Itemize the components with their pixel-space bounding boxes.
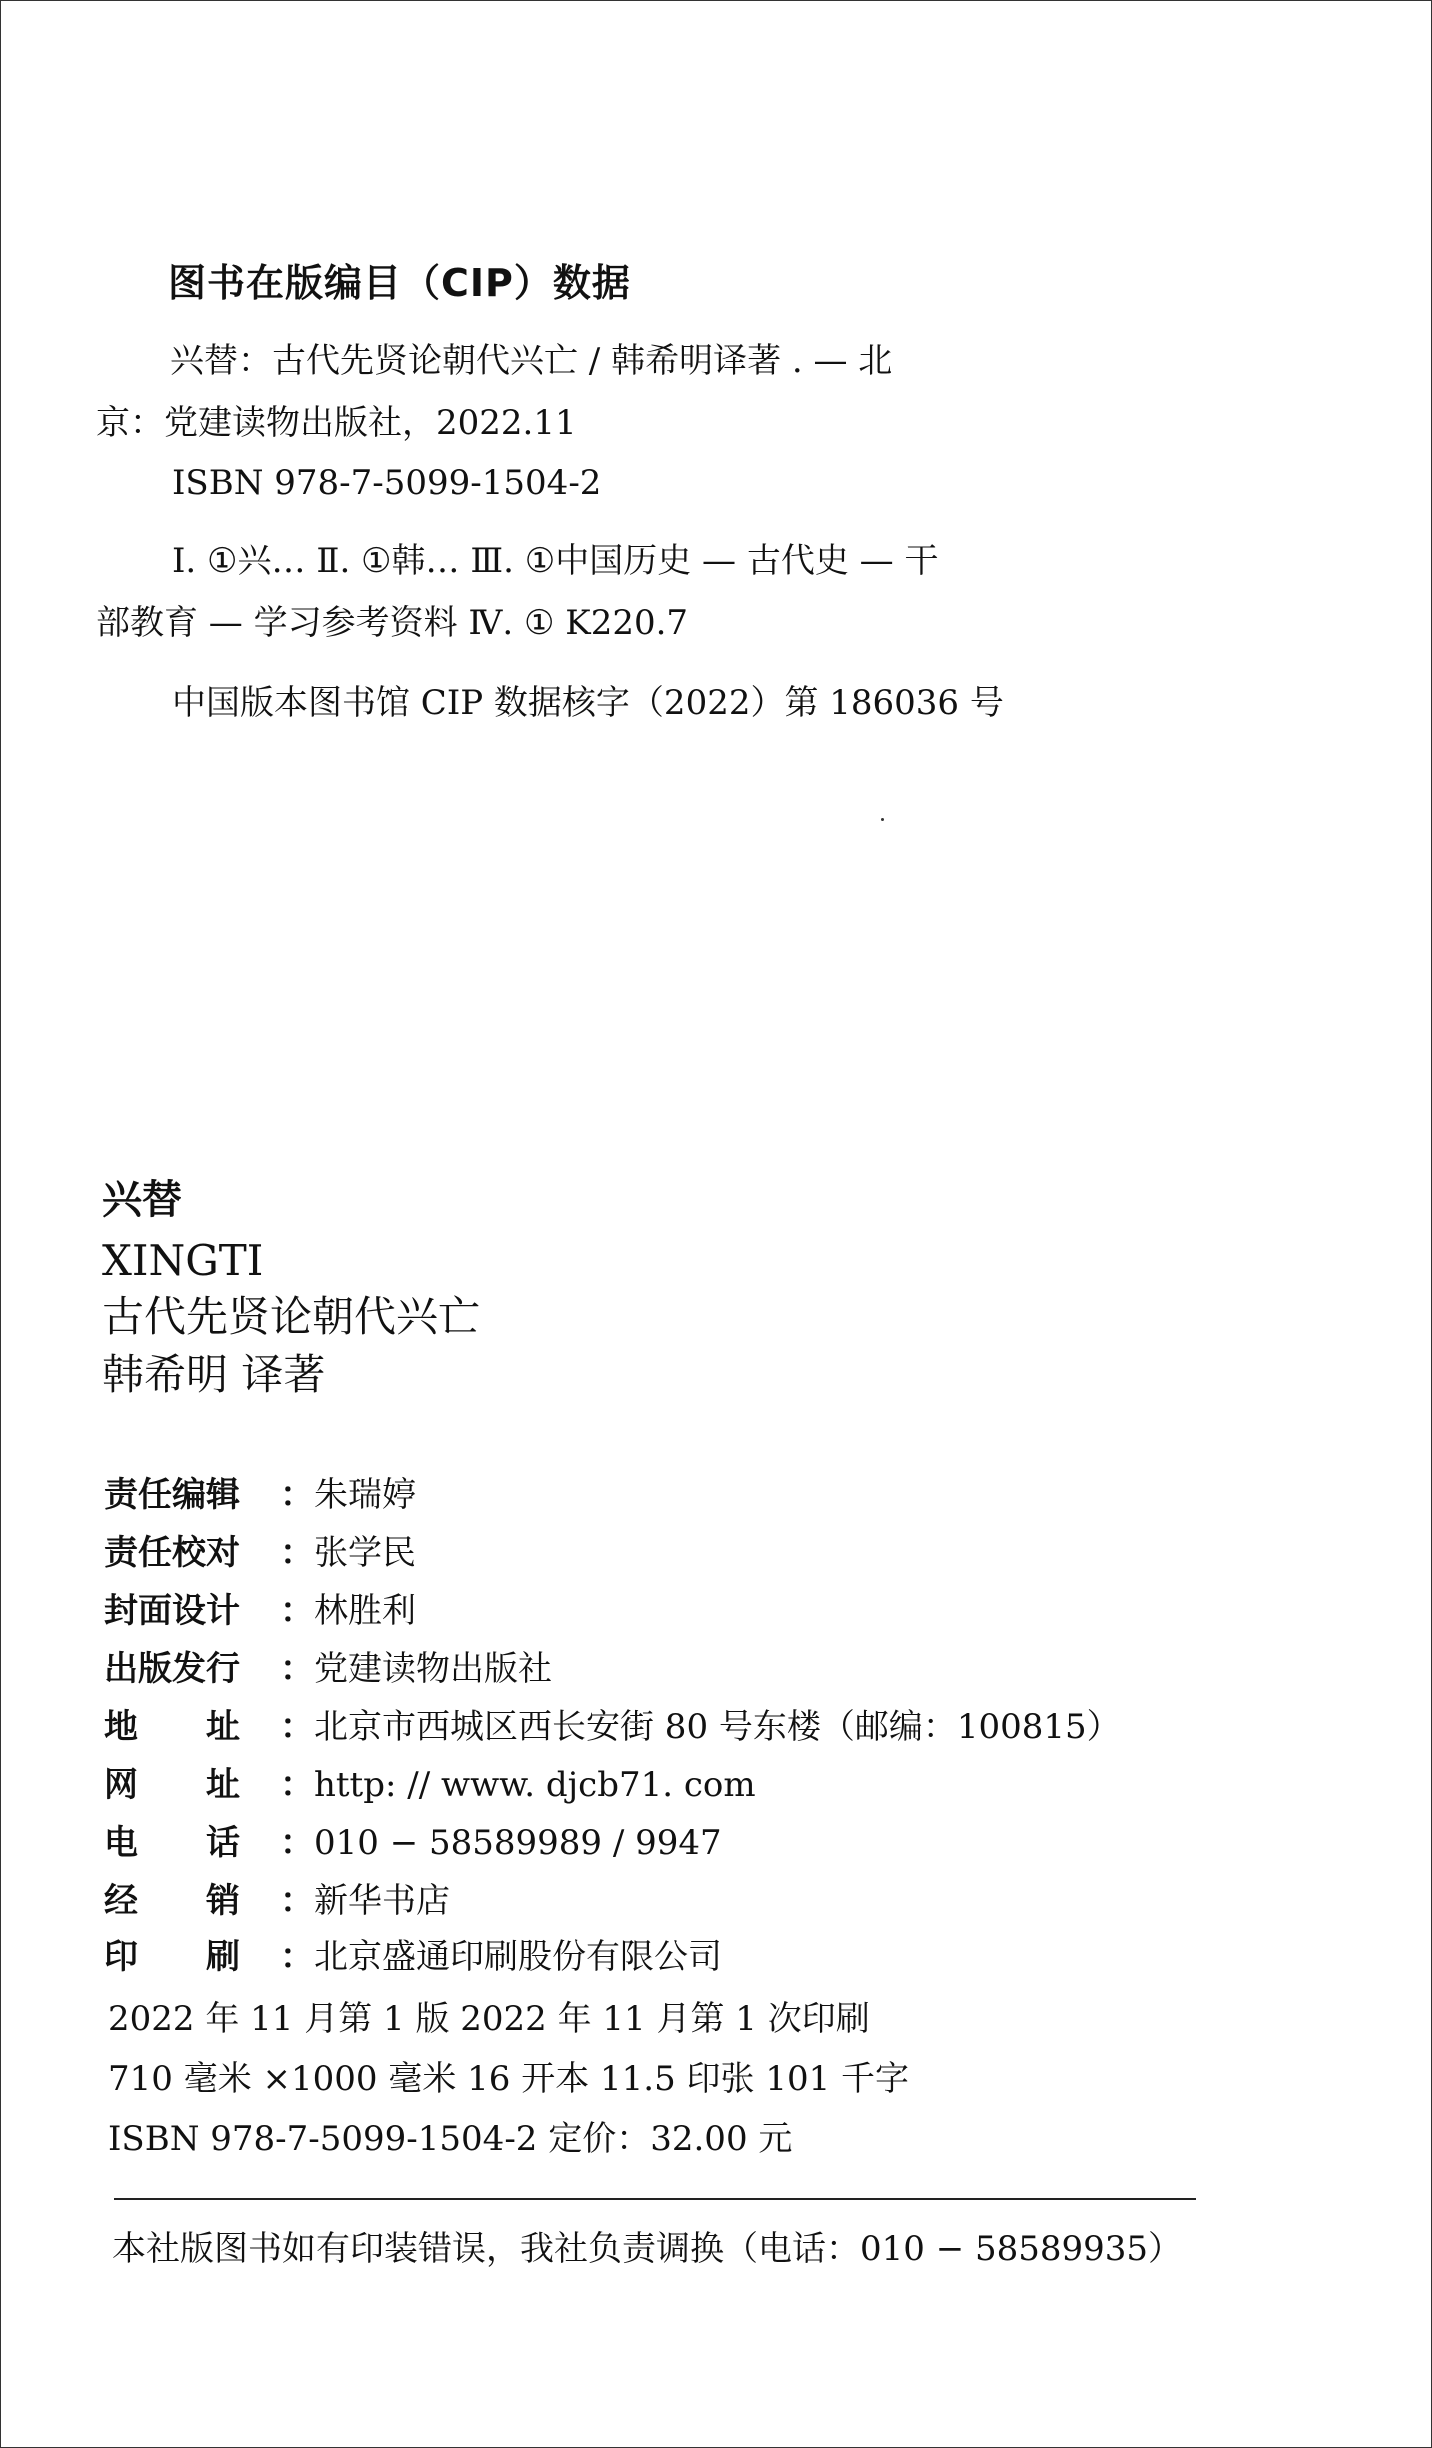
credit-editor — [104, 1475, 416, 1515]
credit-value: 北京市西城区西长安街 80 号东楼（邮编：100815） — [314, 1707, 1121, 1747]
credit-label: 出版发行 — [104, 1649, 240, 1689]
credit-value: http: // www. djcb71. com — [314, 1765, 756, 1805]
credit-label: 经 销 — [104, 1881, 240, 1921]
edition-line: 2022 年 11 月第 1 版 2022 年 11 月第 1 次印刷 — [108, 1999, 870, 2039]
cip-heading: 图书在版编目（CIP）数据 — [168, 261, 631, 305]
colon: ： — [280, 1707, 314, 1747]
colon: ： — [280, 1649, 314, 1689]
credit-label: 责任编辑 — [104, 1475, 240, 1515]
credit-phone — [104, 1823, 722, 1863]
credit-label: 封面设计 — [104, 1591, 240, 1631]
credit-label: 电 话 — [104, 1823, 240, 1863]
cip-line-1: 兴替：古代先贤论朝代兴亡 / 韩希明译著 . — 北 — [170, 341, 893, 381]
footer-notice: 本社版图书如有印装错误，我社负责调换（电话：010 − 58589935） — [112, 2229, 1183, 2269]
book-author: 韩希明 译著 — [102, 1350, 326, 1399]
credit-distributor — [104, 1881, 450, 1921]
cip-isbn: ISBN 978-7-5099-1504-2 — [172, 463, 602, 503]
book-subtitle: 古代先贤论朝代兴亡 — [102, 1292, 481, 1341]
credit-value: 林胜利 — [314, 1591, 416, 1631]
credit-label: 印 刷 — [104, 1937, 240, 1977]
credit-value: 张学民 — [314, 1533, 416, 1573]
footer-rule — [114, 2198, 1196, 2200]
colon: ： — [280, 1881, 314, 1921]
format-line: 710 毫米 ×1000 毫米 16 开本 11.5 印张 101 千字 — [108, 2059, 910, 2099]
credit-value: 010 − 58589989 / 9947 — [314, 1823, 722, 1863]
credit-label: 责任校对 — [104, 1533, 240, 1573]
credit-website — [104, 1765, 756, 1805]
colon: ： — [280, 1591, 314, 1631]
credit-printer — [104, 1937, 722, 1977]
colon: ： — [280, 1475, 314, 1515]
cip-line-2: 京：党建读物出版社，2022.11 — [96, 403, 577, 443]
cip-classification-1: Ⅰ. ①兴… Ⅱ. ①韩… Ⅲ. ①中国历史 — 古代史 — 干 — [172, 541, 939, 581]
isbn-price-line: ISBN 978-7-5099-1504-2 定价：32.00 元 — [108, 2119, 793, 2159]
credit-label: 网 址 — [104, 1765, 240, 1805]
credit-publisher — [104, 1649, 552, 1689]
colon: ： — [280, 1765, 314, 1805]
credit-label: 地 址 — [104, 1707, 240, 1747]
print-speck — [881, 818, 884, 821]
credit-value: 党建读物出版社 — [314, 1649, 552, 1689]
cip-record-number: 中国版本图书馆 CIP 数据核字（2022）第 186036 号 — [172, 683, 1004, 723]
credit-cover-design — [104, 1591, 416, 1631]
colon: ： — [280, 1823, 314, 1863]
colon: ： — [280, 1533, 314, 1573]
credit-value: 新华书店 — [314, 1881, 450, 1921]
credit-value: 朱瑞婷 — [314, 1475, 416, 1515]
credit-value: 北京盛通印刷股份有限公司 — [314, 1937, 722, 1977]
cip-classification-2: 部教育 — 学习参考资料 Ⅳ. ① K220.7 — [96, 603, 689, 643]
book-title: 兴替 — [102, 1177, 182, 1223]
credit-address — [104, 1707, 1121, 1747]
book-title-pinyin: XINGTI — [102, 1236, 264, 1285]
colon: ： — [280, 1937, 314, 1977]
credit-proofreader — [104, 1533, 416, 1573]
